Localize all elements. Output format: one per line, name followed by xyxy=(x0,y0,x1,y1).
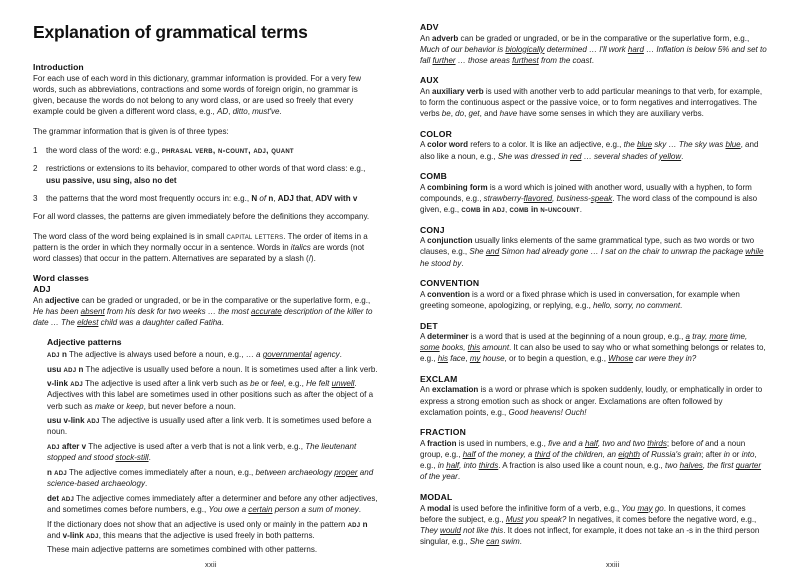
pattern-underline: certain xyxy=(248,504,273,514)
entry-body-fraction xyxy=(420,438,767,483)
pattern-text-a: The adjective comes immediately after a determiner and before any other adjectives, and sometimes comes before numbers, e.g., xyxy=(47,493,378,514)
fraction-ex-i9: in xyxy=(437,461,447,471)
aux-lead-c: is used with another verb to add particular meanings to that verb, for example, to form the continuous aspect or the passive voice, or to form negatives and interrogatives. The verbs xyxy=(420,86,763,119)
pattern-ital-make: make xyxy=(94,401,115,411)
pattern-adj-that: ADJ that xyxy=(277,193,311,203)
adv-ex-end: . xyxy=(591,55,594,65)
pattern-text-a: The adjective is used after a verb that is not a link verb, e.g., xyxy=(86,442,306,452)
pattern-label-n: n xyxy=(59,350,67,359)
pattern-mid-d: or xyxy=(114,401,127,411)
adj-ex-i3: description of the killer to date … The xyxy=(33,306,373,327)
pattern-sep-2: , xyxy=(310,193,316,203)
det-ex-i7: car were they in? xyxy=(633,354,697,364)
det-ex-u3: some xyxy=(420,343,440,353)
pattern-ital-be: be xyxy=(250,379,260,389)
entry-heading-aux: AUX xyxy=(420,75,439,86)
fraction-ex-u7: thirds xyxy=(478,461,499,471)
pattern-n2: n xyxy=(268,193,274,203)
pattern-ital-c: He felt xyxy=(306,379,332,389)
det-term: determiner xyxy=(427,332,469,341)
pattern-adv-with-v: ADV with v xyxy=(315,193,358,203)
modal-ex-i1: You xyxy=(621,503,638,513)
aux-ex-do: do xyxy=(455,109,465,119)
fraction-ex-i11: two xyxy=(664,461,680,471)
list-item-number: 3 xyxy=(33,193,38,203)
list-item-text: the patterns that the word most frequently occurs in: e.g., xyxy=(46,193,252,203)
adj-def-c: can be graded or ungraded, or be in the comparative or the superlative form, e.g., xyxy=(79,295,371,305)
fraction-ex-u5: eighth xyxy=(618,450,641,460)
modal-ex-u2b: would xyxy=(440,525,461,535)
pattern-label-adj: adj xyxy=(47,349,60,359)
modal-ex-end: . xyxy=(519,537,522,547)
pattern-mid-c: . Adjectives with this label are sometimes used in other positions such as after the object of a verb such as xyxy=(47,379,374,411)
pattern-mid-b: , e.g., xyxy=(283,379,307,389)
pattern-label-adj: adj xyxy=(86,415,100,426)
pattern-ital-b: and science-based archaeology xyxy=(47,467,374,489)
pattern-text-a: The adjective is used after a link verb such as xyxy=(83,379,251,389)
comb-sc-1: comb xyxy=(461,204,481,215)
comb-ex-u1: flavored xyxy=(523,193,553,203)
pattern-text-b: . xyxy=(339,350,342,359)
adj-def-a: An xyxy=(33,295,46,305)
color-mid: , and also like a noun, e.g., xyxy=(420,140,759,161)
conj-ex-i3: he stood by xyxy=(420,258,462,268)
fraction-ex-u2: thirds xyxy=(647,438,667,448)
pattern-label-adj: adj xyxy=(54,466,67,477)
pattern-label-after-v: after v xyxy=(59,442,87,452)
intro-paragraph-4 xyxy=(33,231,378,264)
list-item-bold: usu passive, usu sing, also no det xyxy=(46,175,177,185)
fraction-ex-into: into xyxy=(741,450,755,460)
det-mid-3: , or to begin a question, e.g., xyxy=(504,354,609,364)
det-lead-a: A xyxy=(420,332,428,341)
aux-sep-2: , xyxy=(464,109,469,119)
comb-ex-end: . xyxy=(579,205,582,215)
fraction-mid-4: or xyxy=(730,450,742,460)
comb-in-1: in xyxy=(480,205,493,215)
pattern-label-det: det xyxy=(47,493,62,503)
fraction-ex-u8: halves xyxy=(679,461,703,471)
adj-ex-u2: accurate xyxy=(251,306,282,316)
adv-term: adverb xyxy=(432,33,459,43)
pattern-text-b: , but never before a noun. xyxy=(143,401,236,411)
exclam-ex-i1: Good heavens! Ouch! xyxy=(508,407,587,417)
closing-sc-adj: adj xyxy=(347,518,361,529)
intro-paragraph-1 xyxy=(33,73,378,118)
intro4-text-b: . The order of items in a pattern is the order in which they normally occur in a sentence. Words in xyxy=(33,231,368,252)
entry-heading-det: DET xyxy=(420,320,438,331)
fraction-lead-a: A xyxy=(420,438,428,448)
exclam-lead-a: An xyxy=(420,385,433,395)
conj-ex-i2: Simon had already gone … I sat on the chair to unwrap the package xyxy=(499,247,746,257)
fraction-ex-i13: of the year xyxy=(420,472,458,482)
entry-heading-color: COLOR xyxy=(420,128,453,139)
pattern-label-adj: adj xyxy=(61,492,75,503)
aux-term: auxiliary verb xyxy=(432,86,484,96)
intro-sep-1: , xyxy=(228,107,233,117)
pattern-underline: governmental xyxy=(262,350,312,359)
pattern-label-adj: adj xyxy=(70,378,84,389)
pattern-ital-a: You owe a xyxy=(208,504,249,514)
pattern-text-b: . xyxy=(144,479,148,489)
intro-italic-ad: AD xyxy=(216,107,229,117)
closing-sc-adj-2: adj xyxy=(85,529,99,540)
list-item-smallcaps: phrasal verb, n-count, adj, quant xyxy=(161,145,294,156)
modal-ex-u3: can xyxy=(486,537,500,547)
fraction-mid-6: . A fraction is also used like a count noun, e.g., xyxy=(498,461,665,471)
pattern-label-n: n xyxy=(76,364,84,374)
conj-ex-i1: She xyxy=(469,247,486,257)
comb-mid: . The word class of the compound is also given, e.g., xyxy=(420,193,758,215)
aux-lead-a: An xyxy=(420,86,433,96)
intro-italic-ditto: ditto xyxy=(232,107,248,117)
pattern-ital-keep: keep xyxy=(126,401,144,411)
det-mid-1: . It can also be used to say who or what something belongs or relates to, e.g., xyxy=(420,343,766,364)
entry-body-convention xyxy=(420,289,767,311)
fraction-term: fraction xyxy=(427,438,457,448)
adv-ex-u3: further xyxy=(432,55,456,65)
adj-definition xyxy=(33,295,378,328)
pattern-row xyxy=(47,364,378,375)
list-item-text: restrictions or extensions to its behavior, compared to other words of that word class: e.g., xyxy=(46,164,366,174)
adj-ex-i1: He has been xyxy=(33,306,81,316)
convention-lead-c: is a word or a fixed phrase which is used in conversation, for example when greeting someone, apologizing, or replying, e.g., xyxy=(420,289,740,310)
heading-introduction: Introduction xyxy=(33,62,84,72)
pattern-ital-a: a xyxy=(256,350,263,359)
convention-ex-i1: hello, sorry, no comment xyxy=(593,300,681,310)
adj-ex-end: . xyxy=(221,317,224,327)
pattern-underline: unwell xyxy=(331,379,355,389)
entry-body-color xyxy=(420,139,767,161)
color-lead-a: A xyxy=(420,140,428,150)
det-ex-i5: face xyxy=(448,354,466,364)
adv-ex-i4: … those areas xyxy=(455,55,513,65)
det-ex-u2: more xyxy=(709,332,728,341)
pattern-text-b: . xyxy=(148,453,151,463)
intro-sep-2: , xyxy=(247,107,253,117)
entry-heading-convention: CONVENTION xyxy=(420,278,480,289)
color-ex-u3: red xyxy=(569,151,582,161)
pattern-label-usu: usu xyxy=(47,364,64,374)
pattern-label-vlink: v-link xyxy=(47,379,71,389)
fraction-ex-of: of xyxy=(696,438,703,448)
intro-paragraph-3: For all word classes, the patterns are given immediately before the definitions they accompany. xyxy=(33,211,370,221)
pattern-underline: proper xyxy=(334,467,358,477)
fraction-ex-i6: of Russia's grain xyxy=(640,450,702,460)
det-ex-u6: my xyxy=(469,354,481,364)
folio-page-number-left: xxii xyxy=(205,560,217,569)
adv-lead-c: can be graded or ungraded, or be in the comparative or the superlative form, e.g., xyxy=(458,33,750,43)
entry-heading-exclam: EXCLAM xyxy=(420,373,458,384)
entry-heading-adj: ADJ xyxy=(33,284,51,295)
pattern-text-a: The adjective is usually used before a noun. It is sometimes used after a link verb. xyxy=(83,364,378,374)
modal-lead-a: A xyxy=(420,503,428,513)
exclam-lead-c: is a word or phrase which is spoken suddenly, loudly, or emphatically in order to express a strong emotion such as shock or anger. Exclamations are often followed by exclamation points, e.g., xyxy=(420,385,763,417)
color-ex-u4: yellow xyxy=(658,151,682,161)
fraction-mid-2: and a noun group, e.g., xyxy=(420,438,746,460)
pattern-text-b: . xyxy=(358,504,362,514)
intro-paragraph-2: The grammar information that is given is of three types: xyxy=(33,127,229,137)
pattern-label-n-pre: n xyxy=(47,467,55,477)
det-ex-u7: Whose xyxy=(608,354,634,364)
modal-ex-i2: go xyxy=(652,503,664,513)
comb-ex-u2: speak xyxy=(590,193,613,203)
fraction-mid-3: ; after xyxy=(701,450,724,460)
det-lead-c: is a word that is used at the beginning of a noun group, e.g., xyxy=(468,332,686,341)
pattern-row xyxy=(47,467,378,489)
fraction-ex-u4: third xyxy=(534,450,551,460)
adj-ex-i2: from his desk for two weeks … the most xyxy=(104,306,252,316)
comb-in-2: in xyxy=(528,205,541,215)
intro4-italics-word: italics xyxy=(290,242,311,252)
entry-body-comb xyxy=(420,182,767,215)
entry-heading-comb: COMB xyxy=(420,171,448,182)
fraction-ex-u1: half xyxy=(585,438,598,448)
closing-text-and: and xyxy=(47,530,63,540)
conj-ex-u2: while xyxy=(745,247,764,257)
list-item-text: the word class of the word: e.g., xyxy=(46,146,162,156)
aux-ex-get: get xyxy=(468,109,480,119)
pattern-text-a: The adjective is always used before a noun, e.g., … xyxy=(66,350,256,359)
adv-ex-u4: furthest xyxy=(512,55,539,65)
list-item-number: 1 xyxy=(33,146,38,156)
modal-ex-i3: you speak? xyxy=(523,514,567,524)
closing-text-e: , this means that the adjective is used freely in both patterns. xyxy=(98,530,315,540)
entry-heading-fraction: FRACTION xyxy=(420,427,466,438)
det-ex-u1: a xyxy=(685,332,691,341)
fraction-ex-i1: five and a xyxy=(548,438,586,448)
pattern-underline: stock-still xyxy=(115,453,149,463)
det-ex-i1: tray, xyxy=(690,332,710,341)
aux-sep-1: , xyxy=(450,109,456,119)
intro-italic-mustve: must've xyxy=(252,107,280,117)
modal-ex-i6: She xyxy=(469,537,487,547)
modal-ex-u2: Must xyxy=(505,514,524,524)
heading-adjective-patterns: Adjective patterns xyxy=(47,337,122,347)
conj-term: conjunction xyxy=(427,236,473,246)
comb-sc-adj: adj xyxy=(492,204,505,215)
color-ex-i4: She was dressed in xyxy=(497,151,570,161)
conj-lead-a: A xyxy=(420,236,428,246)
conj-ex-u1: and xyxy=(485,247,500,257)
comb-ex-i1: strawberry- xyxy=(483,193,524,203)
entry-body-det xyxy=(420,331,767,364)
intro4-text-c: are words (not word classes) that occur in the pattern. Alternatives are separated by a slash (/). xyxy=(33,242,365,263)
color-ex-i2: sky … The sky was xyxy=(652,140,726,150)
pattern-text-a: The adjective is usually used after a link verb. It is sometimes used before a noun. xyxy=(47,416,372,437)
adv-ex-u2: hard xyxy=(627,44,644,54)
pattern-label-usu-vlink: usu v-link xyxy=(47,416,87,426)
color-ex-end: . xyxy=(681,151,684,161)
closing-text-a: If the dictionary does not show that an adjective is used only or mainly in the pattern xyxy=(47,519,348,529)
heading-word-classes: Word classes xyxy=(33,273,89,284)
adv-ex-i1: Much of our behavior is xyxy=(420,44,506,54)
adv-ex-i2: determined … I'll work xyxy=(544,44,628,54)
entry-heading-conj: CONJ xyxy=(420,224,445,235)
adj-ex-u3: eldest xyxy=(77,317,99,327)
fraction-ex-i2: , two and two xyxy=(597,438,648,448)
pattern-sep-1: , xyxy=(273,193,278,203)
pattern-ital-b: person a sum of money xyxy=(272,504,359,514)
entry-body-exclam xyxy=(420,384,767,417)
aux-ex-end: have some senses in which they are auxiliary verbs. xyxy=(517,109,704,119)
pattern-ital-a: The lieutenant stopped and stood xyxy=(47,442,357,463)
fraction-ex-u3: half xyxy=(462,450,476,460)
entry-body-modal xyxy=(420,503,767,548)
adj-ex-u1: absent xyxy=(80,306,105,316)
pattern-row xyxy=(47,493,378,515)
adv-lead-a: An xyxy=(420,33,433,43)
color-ex-i5: … several shades of xyxy=(581,151,659,161)
grammar-info-types-list xyxy=(33,145,378,204)
modal-mid-3: . It does not inflect, for example, it does not take an -s in the third person singular, e.g., xyxy=(420,525,760,547)
fraction-ex-i4: of the money, a xyxy=(475,450,535,460)
comb-lead-a: A xyxy=(420,182,428,192)
modal-ex-i5: not like this xyxy=(460,525,504,535)
aux-ex-have: have xyxy=(499,109,518,119)
pattern-row xyxy=(47,349,378,360)
det-ex-i6: house xyxy=(480,354,505,364)
pattern-ital-feel: feel xyxy=(270,379,284,389)
right-page-column xyxy=(400,22,767,560)
pattern-text-a: The adjective comes immediately after a noun, e.g., xyxy=(66,467,256,477)
exclam-term: exclamation xyxy=(432,385,479,395)
left-page-column xyxy=(33,22,400,560)
adv-ex-u1: biologically xyxy=(505,44,545,54)
det-mid-2: , xyxy=(465,354,470,364)
pattern-label-adj: adj xyxy=(63,363,77,374)
color-term: color word xyxy=(427,140,469,150)
entry-body-adv xyxy=(420,33,767,66)
color-lead-c: refers to a color. It is like an adjective, e.g., xyxy=(468,140,624,150)
pattern-row xyxy=(47,378,378,411)
folio-page-number-right: xxiii xyxy=(606,560,620,569)
list-item-number: 2 xyxy=(33,164,38,174)
list-item xyxy=(33,163,378,185)
fraction-lead-c: is used in numbers, e.g., xyxy=(456,438,549,448)
comb-ex-i2: , business- xyxy=(552,193,591,203)
pattern-row xyxy=(47,415,378,437)
fraction-ex-end: . xyxy=(457,472,461,482)
det-ex-u5: his xyxy=(437,354,449,364)
modal-term: modal xyxy=(427,503,451,513)
pattern-ital-b: agency xyxy=(311,350,340,359)
adj-closing-paragraph-2: These main adjective patterns are sometimes combined with other patterns. xyxy=(47,545,318,555)
convention-ex-end: . xyxy=(680,300,683,310)
adjective-patterns-block xyxy=(33,337,378,556)
modal-lead-c: is used before the infinitive form of a verb, e.g., xyxy=(450,503,622,513)
page-title: Explanation of grammatical terms xyxy=(33,22,308,42)
comb-sc-nuncount: n-uncount xyxy=(540,204,580,215)
comb-sc-2: comb xyxy=(509,204,529,215)
color-ex-u2: blue xyxy=(725,140,741,150)
det-ex-i4: amount xyxy=(480,343,510,353)
convention-term: convention xyxy=(427,289,470,299)
adj-def-term: adjective xyxy=(45,295,80,305)
aux-ex-be: be xyxy=(441,109,451,119)
modal-mid-1: . In questions, it comes before the subject, e.g., xyxy=(420,503,746,524)
modal-mid-2: In negatives, it comes before the negative word, e.g., xyxy=(566,514,757,524)
fraction-mid-1: ; before xyxy=(666,438,697,448)
modal-ex-u1: may xyxy=(637,503,653,513)
pattern-n: N xyxy=(251,193,258,203)
list-item xyxy=(33,193,378,204)
fraction-ex-i5: of the children, an xyxy=(550,450,619,460)
modal-ex-i7: swim xyxy=(499,537,520,547)
entry-heading-adv: ADV xyxy=(420,22,439,32)
conj-lead-c: usually links elements of the same grammatical type, such as two words or two clauses, e.g., xyxy=(420,236,755,257)
color-ex-u1: blue xyxy=(636,140,653,150)
det-ex-i2: time, xyxy=(727,332,748,341)
comb-sep: , xyxy=(505,205,510,215)
intro4-text-a: The word class of the word being explained is in small xyxy=(33,231,227,241)
fraction-ex-i12: , the first xyxy=(702,461,736,471)
intro4-smallcaps: capital letters xyxy=(226,230,284,241)
fraction-mid-5: , e.g., xyxy=(420,450,757,471)
fraction-ex-u6: half xyxy=(446,461,460,471)
pattern-of: of xyxy=(257,193,269,203)
det-ex-i3: books, xyxy=(439,343,468,353)
conj-ex-end: . xyxy=(461,258,464,268)
convention-lead-a: A xyxy=(420,289,428,299)
color-ex-i1: the xyxy=(623,140,637,150)
pattern-row xyxy=(47,441,378,463)
intro-text-a: For each use of each word in this dictionary, grammar information is provided. For a very few words, such as abbreviations, contractions and some words of foreign origin, no grammar is given, because the words do not belong to any word class, or are used so freely that every example could be given a different word class, e.g., xyxy=(33,74,362,117)
pattern-label-adj: adj xyxy=(47,441,60,452)
closing-bold-n: n xyxy=(360,519,368,529)
modal-ex-i4: They xyxy=(420,525,441,535)
pattern-mid-a: or xyxy=(259,379,271,389)
fraction-ex-u9: quarter xyxy=(735,461,762,471)
pattern-ital-a: between archaeology xyxy=(255,467,335,477)
entry-heading-modal: MODAL xyxy=(420,492,453,503)
adj-ex-i4: child was a daughter called Fatiha xyxy=(98,317,222,327)
intro-period: . xyxy=(279,107,282,117)
adv-ex-i5: from the coast xyxy=(538,55,592,65)
adj-closing-paragraph-1 xyxy=(47,519,378,541)
det-ex-u4: this xyxy=(467,343,481,353)
list-item xyxy=(33,145,378,156)
entry-body-conj xyxy=(420,235,767,268)
fraction-ex-in: in xyxy=(723,450,731,460)
aux-sep-3: , and xyxy=(479,109,500,119)
entry-body-aux xyxy=(420,86,767,119)
fraction-ex-i10: , into xyxy=(459,461,479,471)
comb-lead-c: is a word which is joined with another word, usually with a hyphen, to form compounds, e.g., xyxy=(420,182,752,203)
closing-bold-vlink: v-link xyxy=(62,530,86,540)
comb-term: combining form xyxy=(427,182,488,192)
adv-ex-i3: … Inflation is below 5% and set to fall xyxy=(420,44,767,65)
